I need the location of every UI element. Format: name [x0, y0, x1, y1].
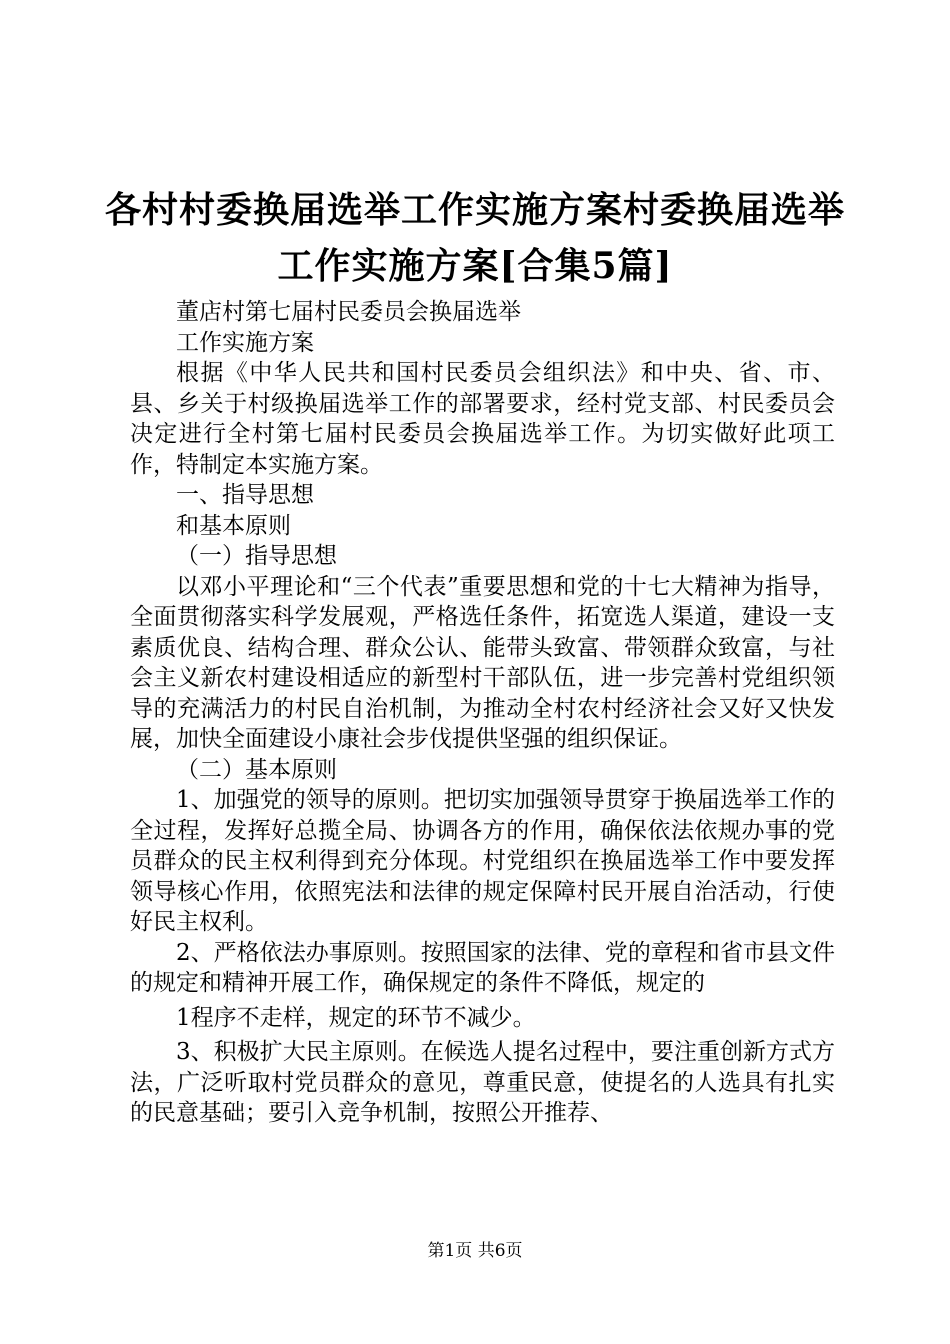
- subsection-heading-2: （二）基本原则: [176, 756, 337, 783]
- heading-village: 董店村第七届村民委员会换届选举: [176, 299, 521, 325]
- document-body: [130, 297, 835, 1129]
- section-heading-1-cont: 和基本原则: [176, 512, 291, 539]
- subsection-heading-1: （一）指导思想: [176, 543, 337, 569]
- document-title-line-2: 工作实施方案[合集5篇]: [277, 245, 673, 287]
- page-footer: 第1页 共6页: [427, 1241, 523, 1261]
- paragraph-principle-1: 1、加强党的领导的原则。把切实加强领导贯穿于换届选举工作的全过程，发挥好总揽全局、协调各方的作用，确保依法依规办事的党员群众的民主权利得到充分体现。村党组织在换届选举工作中要发挥领导核心作用，依照宪法和法律的规定保障村民开展自治活动，行使好民主权利。: [130, 787, 835, 935]
- paragraph-intro: 根据《中华人民共和国村民委员会组织法》和中央、省、市、县、乡关于村级换届选举工作的部署要求，经村党支部、村民委员会决定进行全村第七届村民委员会换届选举工作。为切实做好此项工作，特制定本实施方案。: [130, 360, 835, 478]
- paragraph-principle-2-cont: 1程序不走样，规定的环节不减少。: [176, 1004, 536, 1031]
- paragraph-principle-3: 3、积极扩大民主原则。在候选人提名过程中，要注重创新方式方法，广泛听取村党员群众的意见，尊重民意，使提名的人选具有扎实的民意基础；要引入竞争机制，按照公开推荐、: [130, 1039, 835, 1126]
- paragraph-principle-2: 2、严格依法办事原则。按照国家的法律、党的章程和省市县文件的规定和精神开展工作，确保规定的条件不降低，规定的: [130, 939, 835, 996]
- document-title-line-1: 各村村委换届选举工作实施方案村委换届选举: [104, 189, 845, 231]
- heading-plan: 工作实施方案: [176, 329, 314, 356]
- section-heading-1: 一、指导思想: [176, 482, 314, 508]
- paragraph-guiding-thought: 以邓小平理论和“三个代表”重要思想和党的十七大精神为指导，全面贯彻落实科学发展观，严格选任条件，拓宽选人渠道，建设一支素质优良、结构合理、群众公认、能带头致富、带领群众致富，与社会主义新农村建设相适应的新型村干部队伍，进一步完善村党组织领导的充满活力的村民自治机制，为推动全村农村经济社会又好又快发展，加快全面建设小康社会步伐提供坚强的组织保证。: [130, 573, 835, 752]
